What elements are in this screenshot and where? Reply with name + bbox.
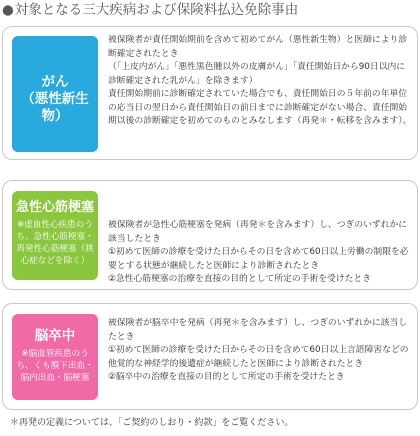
footnote: ＊再発の定義については、「ご契約のしおり・約款」をご覧ください。 <box>10 418 294 428</box>
cancer-label-line1: がん <box>41 74 69 90</box>
stroke-sublabel: ※脳血管疾患のうち、くも膜下出血・脳内出血・脳梗塞 <box>16 349 94 383</box>
stroke-desc-line-3: ②脳卒中の治療を直接の目的として所定の手術を受けたとき <box>108 372 345 382</box>
page-title-text: 対象となる三大疾病および保険料払込免除事由 <box>14 2 299 18</box>
heart-desc-line-3: ②急性心筋梗塞の治療を直接の目的として所定の手術を受けたとき <box>108 274 371 284</box>
cancer-desc-line-3: 責任開始期前に診断確定されていた場合でも、責任開始日の５年前の年単位の応当日の翌日から責任開始日の前日までに診断確定がない場合、責任開始期以後の診断確定を初めてのものとみなします（再発＊・転移を含みます）。 <box>108 89 412 126</box>
stroke-desc-line-2: ①初めて医師の診療を受けた日からその日を含めて60日以上言語障害などの他覚的な神経学的後遺症が継続したと医師により診断されたとき <box>108 345 409 369</box>
heart-card <box>2 180 418 290</box>
stroke-card <box>2 303 418 410</box>
bullet-icon: ● <box>2 2 14 18</box>
cancer-label-box <box>12 36 98 152</box>
heart-sublabel: ※虚血性心疾患のうち、急性心筋梗塞・再発性心筋梗塞（狭心症などを除く） <box>16 220 94 266</box>
cancer-label-line2: （悪性新生物） <box>21 91 89 124</box>
cancer-description <box>108 34 413 129</box>
cancer-label <box>12 74 98 125</box>
cancer-card <box>2 26 418 160</box>
stroke-label-box <box>12 314 98 400</box>
stroke-label: 脳卒中 <box>34 328 76 344</box>
heart-label: 急性心筋梗塞 <box>15 200 94 215</box>
cancer-desc-line-1: 被保険者が責任開始期前を含めて初めてがん（悪性新生物）と医師により診断確定されたとき <box>108 35 408 59</box>
stroke-description <box>108 317 413 385</box>
page-title <box>2 1 418 19</box>
heart-desc-line-1: 被保険者が急性心筋梗塞を発病（再発＊を含みます）し、つぎのいずれかに該当したとき <box>108 220 408 244</box>
cancer-desc-line-2: （「上皮内がん」「悪性黒色腫以外の皮膚がん」「責任開始日から90日以内に診断確定された乳がん」を除きます） <box>108 62 406 86</box>
heart-desc-line-2: ①初めて医師の診療を受けた日からその日を含めて60日以上労働の制限を必要とする状態が継続したと医師により診断されたとき <box>108 247 409 271</box>
heart-label-box <box>12 191 98 280</box>
heart-description <box>108 219 413 287</box>
stroke-desc-line-1: 被保険者が脳卒中を発病（再発＊を含みます）し、つぎのいずれかに該当したとき <box>108 318 408 342</box>
